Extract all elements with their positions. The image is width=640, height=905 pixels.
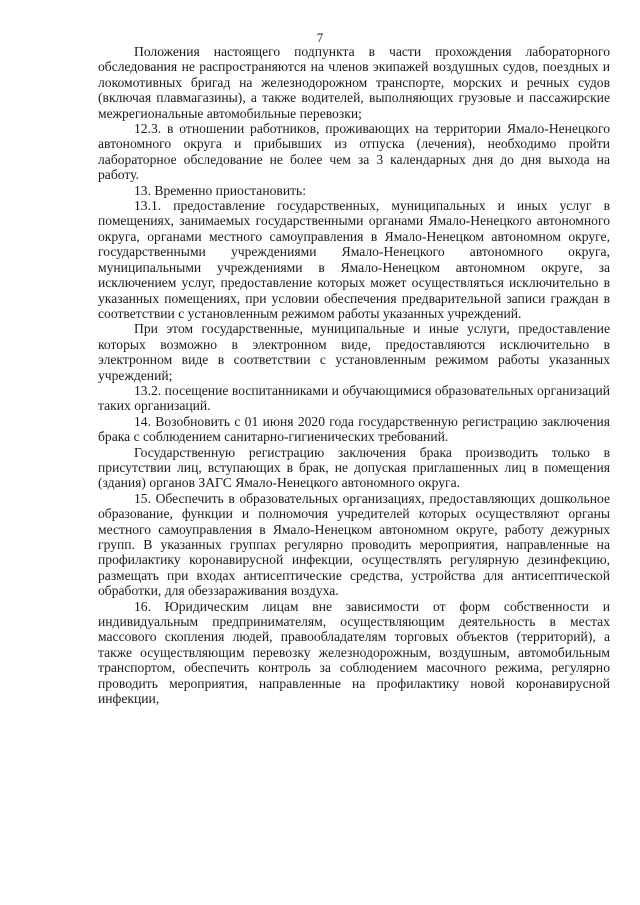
paragraph-15: 15. Обеспечить в образовательных организациях, предоставляющих дошкольное образование, функции и полномочия учредителей которых осуществляют органы местного самоуправления в Ямало-Ненецком автономном округе, работу дежурных групп. В указанных группах регулярно проводить мероприятия, направленные на профилактику коронавирусной инфекции, осуществлять регулярную дезинфекцию, размещать при входах антисептические средства, устройства для антисептической обработки, для обеззараживания воздуха. [98, 490, 610, 599]
paragraph-16: 16. Юридическим лицам вне зависимости от форм собственности и индивидуальным предпринимателям, осуществляющим деятельность в местах массового скопления людей, правообладателям торговых объектов (территорий), а также осуществляющим перевозку железнодорожным, воздушным, автомобильным транспортом, обеспечить контроль за соблюдением масочного режима, регулярно проводить мероприятия, направленные на профилактику новой коронавирусной инфекции, [98, 598, 610, 707]
paragraph-marriage-registration: Государственную регистрацию заключения брака производить только в присутствии лиц, вступающих в брак, не допуская приглашенных лиц в помещения (здания) органов ЗАГС Ямало-Ненецкого автономного округа. [98, 444, 610, 491]
paragraph-12-3: 12.3. в отношении работников, проживающих на территории Ямало-Ненецкого автономного округа и прибывших из отпуска (лечения), необходимо пройти лабораторное обследование не более чем за 3 календарных дня до дня выхода на работу. [98, 121, 610, 183]
paragraph-13: 13. Временно приостановить: [134, 182, 307, 198]
paragraph-lab-exemption: Положения настоящего подпункта в части прохождения лабораторного обследования не распространяются на членов экипажей воздушных судов, поездных и локомотивных бригад на железнодорожном транспорте, морских и речных судов (включая плавмагазины), а также водителей, выполняющих грузовые и пассажирские межрегиональные автомобильные перевозки; [98, 44, 610, 121]
paragraph-electronic-services: При этом государственные, муниципальные и иные услуги, предоставление которых возможно в электронном виде, предоставляются исключительно в электронном виде в соответствии с установленным режимом работы указанных учреждений; [98, 321, 610, 383]
paragraph-13-2: 13.2. посещение воспитанниками и обучающимися образовательных организаций таких организаций. [98, 382, 610, 414]
page-number: 7 [316, 30, 324, 45]
document-body [98, 44, 610, 706]
paragraph-13-1: 13.1. предоставление государственных, муниципальных и иных услуг в помещениях, занимаемых государственными органами Ямало-Ненецкого автономного округа, органами местного самоуправления в Ямало-Ненецком автономном округе, государственными учреждениями Ямало-Ненецкого автономного округа, муниципальными учреждениями в Ямало-Ненецком автономном округе, за исключением услуг, предоставление которых может осуществляться исключительно в указанных помещениях, при условии обеспечения предварительной записи граждан в соответствии с установленным режимом работы указанных учреждений. [98, 198, 610, 321]
paragraph-14: 14. Возобновить с 01 июня 2020 года государственную регистрацию заключения брака с соблюдением санитарно-гигиенических требований. [98, 413, 610, 445]
